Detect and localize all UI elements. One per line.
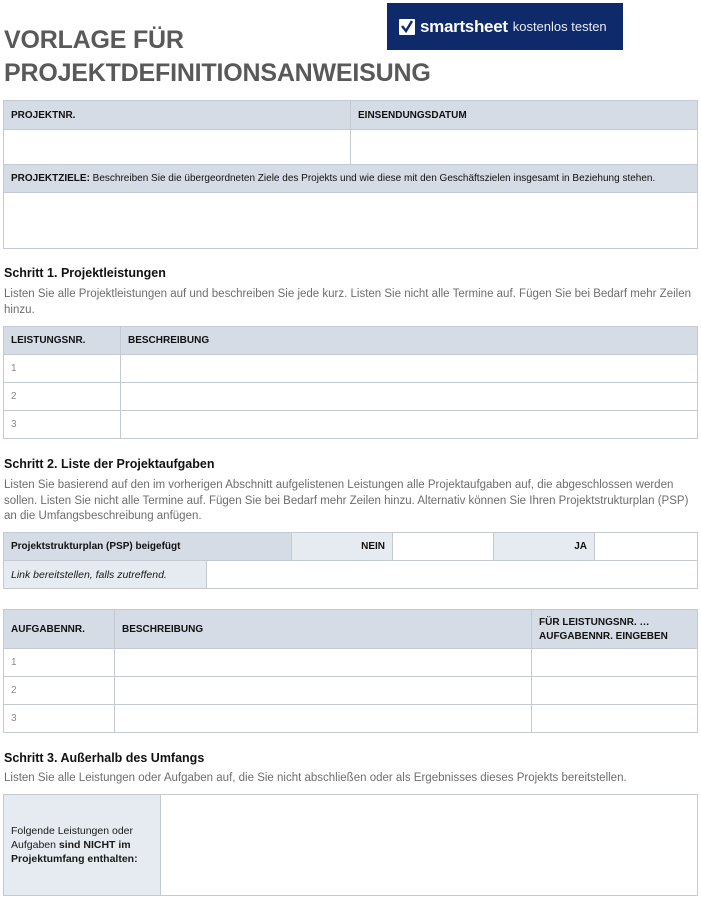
aufgabe-leistungsnr-input[interactable] xyxy=(532,705,698,733)
projektnr-input[interactable] xyxy=(4,130,351,165)
beschreibung-header: BESCHREIBUNG xyxy=(121,327,698,355)
leistung-beschreibung-input[interactable] xyxy=(121,411,698,439)
page-title xyxy=(4,24,431,90)
out-of-scope-input[interactable] xyxy=(161,795,698,896)
aufgabe-beschreibung-header: BESCHREIBUNG xyxy=(115,610,532,649)
table-row-number: 1 xyxy=(4,355,121,383)
page-title-line-1: VORLAGE FÜR xyxy=(4,26,184,54)
projektziele-input[interactable] xyxy=(4,193,698,249)
leistungsnr-aufgabennr-header xyxy=(532,610,698,649)
projektnr-header: PROJEKTNR. xyxy=(4,101,351,130)
nein-label: NEIN xyxy=(292,533,393,561)
step2-title: Schritt 2. Liste der Projektaufgaben xyxy=(4,457,215,471)
leistungsnr-header-line: FÜR LEISTUNGSNR. … xyxy=(539,616,650,628)
step1-title: Schritt 1. Projektleistungen xyxy=(4,266,166,280)
leistung-beschreibung-input[interactable] xyxy=(121,355,698,383)
step1-description: Listen Sie alle Projektleistungen auf und beschreiben Sie jede kurz. Listen Sie nicht alle Termine auf. Fügen Sie bei Bedarf mehr Zeilen hinzu. xyxy=(4,288,691,316)
smartsheet-logo-icon xyxy=(399,19,415,35)
projektziele-instruction: Beschreiben Sie die übergeordneten Ziele des Projekts und wie diese mit den Geschäftszielen insgesamt in Beziehung stehen. xyxy=(89,173,656,184)
table-row-number: 3 xyxy=(4,705,115,733)
ja-input[interactable] xyxy=(595,533,698,561)
out-of-scope-label-part2: sind NICHT im Projektumfang enthalten: xyxy=(11,839,138,865)
leistung-beschreibung-input[interactable] xyxy=(121,383,698,411)
aufgabe-leistungsnr-input[interactable] xyxy=(532,677,698,705)
link-label: Link bereitstellen, falls zutreffend. xyxy=(4,561,207,589)
smartsheet-banner[interactable] xyxy=(387,3,623,50)
aufgabe-leistungsnr-input[interactable] xyxy=(532,649,698,677)
table-row-number: 1 xyxy=(4,649,115,677)
aufgabe-beschreibung-input[interactable] xyxy=(115,649,532,677)
einsendungsdatum-input[interactable] xyxy=(351,130,698,165)
leistungen-table xyxy=(3,326,698,439)
ja-label: JA xyxy=(494,533,595,561)
aufgabennr-header: AUFGABENNR. xyxy=(4,610,115,649)
project-info-table xyxy=(3,100,698,249)
projektziele-header xyxy=(4,165,698,193)
psp-label: Projektstrukturplan (PSP) beigefügt xyxy=(4,533,292,561)
out-of-scope-table xyxy=(3,794,698,896)
aufgabe-beschreibung-input[interactable] xyxy=(115,705,532,733)
out-of-scope-label xyxy=(4,795,161,896)
einsendungsdatum-header: EINSENDUNGSDATUM xyxy=(351,101,698,130)
banner-cta: kostenlos testen xyxy=(512,19,607,34)
out-of-scope-label-part1: Folgende Leistungen oder Aufgaben xyxy=(11,825,134,851)
aufgabennr-eingeben-line: AUFGABENNR. EINGEBEN xyxy=(539,630,668,642)
step2-description: Listen Sie basierend auf den im vorherigen Abschnitt aufgelistenen Leistungen alle Projektaufgaben auf, die abgeschlossen werden sollen. Listen Sie nicht alle Termine auf. Fügen Sie bei Bedarf mehr Zeilen hinzu. Alternativ können Sie Ihren Projektstrukturplan (PSP) an die Umfangsbeschreibung anfügen. xyxy=(4,479,689,522)
table-row-number: 2 xyxy=(4,677,115,705)
projektziele-label: PROJEKTZIELE: xyxy=(11,173,90,184)
aufgabe-beschreibung-input[interactable] xyxy=(115,677,532,705)
table-row-number: 2 xyxy=(4,383,121,411)
step3-description: Listen Sie alle Leistungen oder Aufgaben auf, die Sie nicht abschließen oder als Ergebnisses dieses Projekts bereitstellen. xyxy=(4,772,627,784)
page-title-line-2: PROJEKTDEFINITIONSANWEISUNG xyxy=(4,59,431,87)
table-row-number: 3 xyxy=(4,411,121,439)
psp-table xyxy=(3,532,698,589)
step3-title: Schritt 3. Außerhalb des Umfangs xyxy=(4,751,205,765)
leistungsnr-header: LEISTUNGSNR. xyxy=(4,327,121,355)
nein-input[interactable] xyxy=(393,533,494,561)
aufgaben-table xyxy=(3,609,698,733)
banner-brand: smartsheet xyxy=(420,16,508,36)
link-input[interactable] xyxy=(207,561,698,589)
